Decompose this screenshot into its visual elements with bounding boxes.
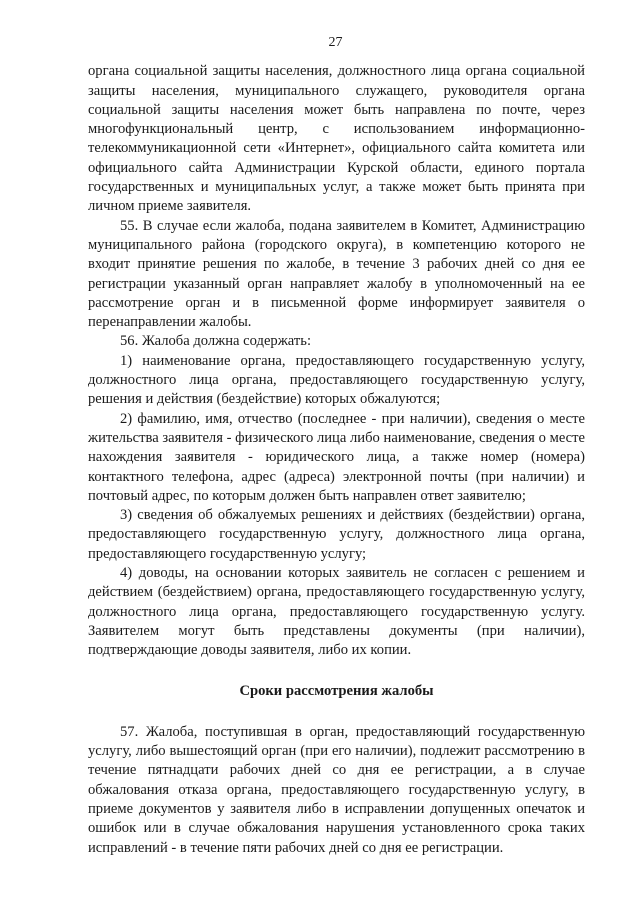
paragraph-57: 57. Жалоба, поступившая в орган, предоставляющий государственную услугу, либо вышестоящий орган (при его наличии), подлежит рассмотрению в течение пятнадцати рабочих дней со дня ее регистрации, а в случае обжалования отказа органа, предоставляющего государственную услугу, в приеме документов у заявителя либо в исправлении допущенных опечаток и ошибок или в случае обжалования нарушения установленного срока таких исправлений - в течение пяти рабочих дней со дня ее регистрации.	[88, 723, 585, 856]
list-item-3: 3) сведения об обжалуемых решениях и действиях (бездействии) органа, предоставляющего государственную услугу, должностного лица органа, предоставляющего государственную услугу;	[88, 507, 585, 562]
body-text-before	[88, 62, 585, 660]
list-item-2: 2) фамилию, имя, отчество (последнее - при наличии), сведения о месте жительства заявителя - физического лица либо наименование, сведения о месте нахождения заявителя - юридического лица, а также номер (номера) контактного телефона, адрес (адреса) электронной почты (при наличии) и почтовый адрес, по которым должен быть направлен ответ заявителю;	[88, 410, 585, 504]
list-item-4: 4) доводы, на основании которых заявитель не согласен с решением и действием (бездействием) органа, предоставляющего государственную услугу, должностного лица органа, предоставляющего государственную услугу. Заявителем могут быть представлены документы (при наличии), подтверждающие доводы заявителя, либо их копии.	[88, 565, 585, 659]
paragraph-56: 56. Жалоба должна содержать:	[120, 333, 311, 350]
paragraph-continuation: органа социальной защиты населения, должностного лица органа социальной защиты населения, муниципального служащего, руководителя органа социальной защиты населения может быть направлена по почте, через многофункциональный центр, с использованием информационно-телекоммуникационной сети «Интернет», официального сайта комитета или официального сайта Администрации Курской области, единого портала государственных и муниципальных услуг, а также может быть принята при личном приеме заявителя.	[88, 63, 585, 215]
paragraph-55: 55. В случае если жалоба, подана заявителем в Комитет, Администрацию муниципального района (городского округа), в компетенцию которого не входит принятие решения по жалобе, в течение 3 рабочих дней со дня ее регистрации указанный орган направляет жалобу в уполномоченный на ее рассмотрение орган и в письменной форме информирует заявителя о перенаправлении жалобы.	[88, 217, 585, 331]
page-number: 27	[328, 35, 343, 50]
list-item-1: 1) наименование органа, предоставляющего государственную услугу, должностного лица органа, предоставляющего государственную услугу, решения и действия (бездействие) которых обжалуются;	[88, 352, 585, 408]
section-heading: Сроки рассмотрения жалобы	[239, 682, 434, 699]
body-text-after	[88, 723, 585, 858]
